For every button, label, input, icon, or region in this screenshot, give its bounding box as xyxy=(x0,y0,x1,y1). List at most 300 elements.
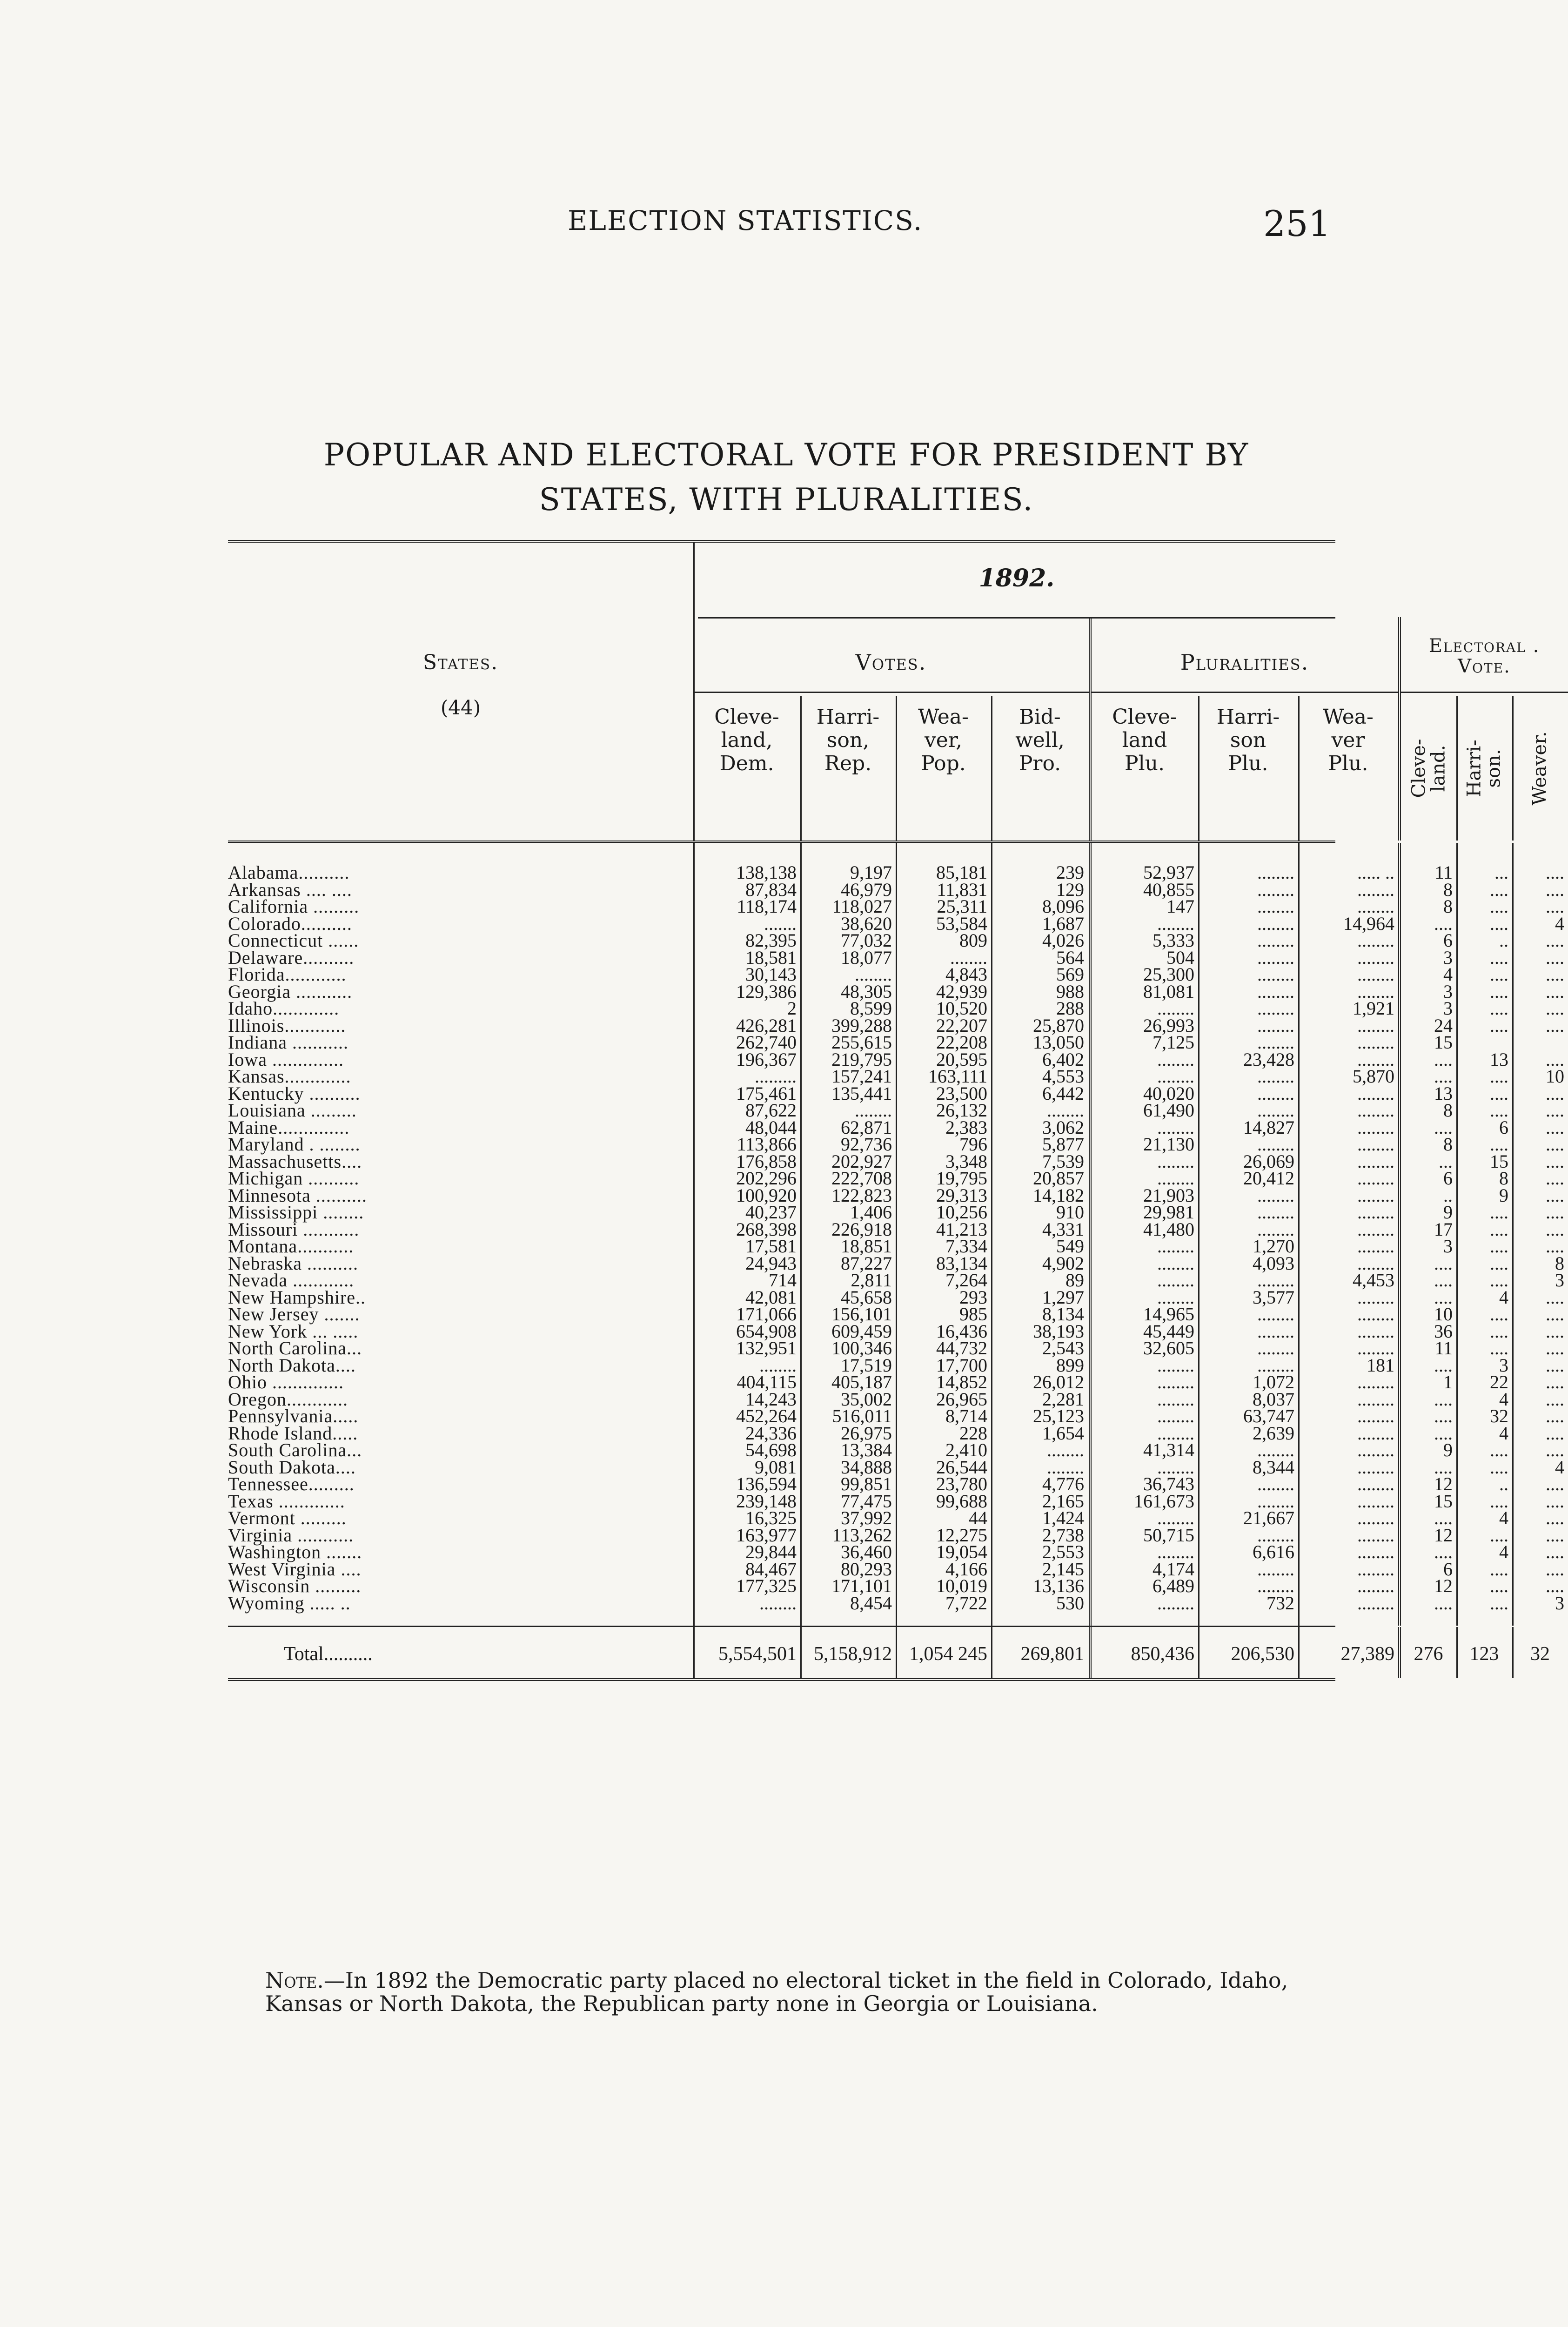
cell-ev-harrison: 4 xyxy=(1499,1507,1508,1528)
cell-votes-weaver: 11,831 xyxy=(937,879,987,900)
total-row xyxy=(228,1626,1550,1681)
cell-plu-cleveland: ........ xyxy=(1157,1507,1194,1528)
cell-plu-cleveland: 21,130 xyxy=(1143,1134,1194,1155)
cell-ev-weaver: 3 xyxy=(1555,1592,1564,1614)
state-name: Tennessee......... xyxy=(228,1473,355,1494)
cell-ev-weaver: .... xyxy=(1546,947,1564,968)
cell-ev-cleveland: .... xyxy=(1434,1541,1453,1562)
cell-votes-weaver: 22,207 xyxy=(936,1015,987,1036)
cell-plu-cleveland: 26,993 xyxy=(1143,1015,1194,1036)
cell-ev-cleveland: .... xyxy=(1434,1422,1453,1444)
col-ev-harrison: Harri- son. xyxy=(1464,740,1505,797)
votes-group-heading: Votes. xyxy=(855,650,927,675)
cell-votes-harrison: 2,811 xyxy=(851,1270,892,1291)
cell-votes-cleveland: 82,395 xyxy=(745,930,797,951)
cell-votes-harrison: 77,032 xyxy=(841,930,892,951)
cell-plu-harrison: 6,616 xyxy=(1253,1541,1294,1562)
cell-votes-weaver: 8,714 xyxy=(945,1406,987,1426)
cell-plu-cleveland: ........ xyxy=(1157,1252,1194,1274)
cell-votes-weaver: 163,111 xyxy=(928,1066,987,1087)
cell-ev-weaver: .... xyxy=(1546,930,1564,951)
cell-votes-cleveland: 84,467 xyxy=(745,1558,797,1580)
cell-votes-bidwell: 899 xyxy=(1056,1354,1084,1376)
cell-plu-weaver: ........ xyxy=(1357,1015,1394,1036)
cell-votes-weaver: 25,311 xyxy=(937,896,987,917)
cell-votes-cleveland: ........ xyxy=(759,1592,797,1614)
cell-votes-harrison: 405,187 xyxy=(831,1372,892,1392)
cell-plu-weaver: ........ xyxy=(1357,1541,1394,1562)
table-body xyxy=(228,843,1564,1626)
cell-plu-harrison: ........ xyxy=(1257,998,1294,1019)
cell-votes-harrison: 1,406 xyxy=(850,1202,892,1223)
cell-ev-harrison: 4 xyxy=(1499,1388,1508,1410)
state-name: Arkansas .... .... xyxy=(228,879,352,900)
cell-ev-cleveland: 8 xyxy=(1443,1100,1453,1121)
cell-ev-cleveland: .... xyxy=(1434,1406,1453,1426)
cell-ev-weaver: .... xyxy=(1546,1388,1564,1410)
cell-plu-cleveland: 36,743 xyxy=(1143,1473,1194,1494)
cell-votes-bidwell: 4,902 xyxy=(1042,1252,1084,1274)
total-plu-harrison: 206,530 xyxy=(1231,1643,1294,1665)
footnote xyxy=(265,1969,1340,2015)
cell-ev-harrison: 6 xyxy=(1499,1116,1508,1138)
cell-plu-cleveland: 50,715 xyxy=(1143,1524,1194,1546)
cell-plu-cleveland: 41,314 xyxy=(1143,1439,1194,1460)
cell-plu-harrison: 26,069 xyxy=(1243,1150,1294,1172)
cell-votes-bidwell: 530 xyxy=(1056,1592,1084,1614)
cell-votes-harrison: 38,620 xyxy=(841,913,892,934)
cell-ev-harrison: .... xyxy=(1490,1439,1508,1460)
cell-plu-cleveland: ........ xyxy=(1157,1150,1194,1172)
cell-votes-harrison: 118,027 xyxy=(832,896,892,917)
cell-votes-weaver: 4,166 xyxy=(945,1558,987,1580)
cell-plu-harrison: ........ xyxy=(1257,1558,1294,1580)
state-name: California ......... xyxy=(228,896,360,917)
cell-ev-weaver: .... xyxy=(1546,1202,1564,1223)
cell-votes-cleveland: 14,243 xyxy=(745,1388,797,1410)
cell-ev-harrison: ... xyxy=(1494,862,1508,883)
cell-votes-cleveland: 2 xyxy=(787,998,797,1019)
cell-ev-harrison: .... xyxy=(1490,879,1508,900)
cell-votes-weaver: 19,795 xyxy=(936,1168,987,1189)
cell-ev-cleveland: 3 xyxy=(1443,998,1453,1019)
cell-plu-harrison: ........ xyxy=(1257,879,1294,900)
cell-plu-weaver: ........ xyxy=(1357,1252,1394,1274)
cell-votes-cleveland: 129,386 xyxy=(736,981,797,1002)
cell-plu-cleveland: 4,174 xyxy=(1153,1558,1194,1580)
cell-votes-weaver: 2,383 xyxy=(945,1116,987,1138)
cell-votes-bidwell: 2,165 xyxy=(1042,1490,1084,1512)
states-heading: States. xyxy=(422,651,499,674)
cell-votes-cleveland: 177,325 xyxy=(736,1575,797,1596)
cell-plu-weaver: ........ xyxy=(1357,1286,1394,1308)
cell-ev-harrison: .... xyxy=(1490,1592,1508,1614)
state-name: Connecticut ...... xyxy=(228,930,359,951)
cell-votes-weaver: 796 xyxy=(959,1134,987,1155)
cell-votes-weaver: 83,134 xyxy=(936,1252,987,1274)
state-name: Iowa .............. xyxy=(228,1049,344,1070)
state-name: Texas ............. xyxy=(228,1490,345,1512)
cell-ev-cleveland: .... xyxy=(1434,1252,1453,1274)
cell-plu-cleveland: ........ xyxy=(1157,1236,1194,1257)
page-number: 251 xyxy=(1263,203,1331,244)
state-name: Oregon............ xyxy=(228,1388,348,1410)
cell-ev-harrison: .. xyxy=(1499,930,1508,951)
state-name: Kansas............. xyxy=(228,1066,351,1087)
cell-ev-weaver: .... xyxy=(1546,1490,1564,1512)
cell-plu-cleveland: ........ xyxy=(1157,1049,1194,1070)
cell-votes-bidwell: 4,553 xyxy=(1042,1066,1084,1087)
cell-ev-harrison: .... xyxy=(1490,1252,1508,1274)
cell-plu-harrison: 63,747 xyxy=(1243,1406,1294,1426)
cell-votes-cleveland: 202,296 xyxy=(736,1168,797,1189)
cell-plu-weaver: ........ xyxy=(1357,1049,1394,1070)
cell-plu-harrison: ........ xyxy=(1257,862,1294,883)
cell-ev-cleveland: 6 xyxy=(1443,1558,1453,1580)
cell-ev-harrison: 15 xyxy=(1490,1150,1508,1172)
state-name: Louisiana ......... xyxy=(228,1100,357,1121)
cell-ev-harrison: .... xyxy=(1490,1134,1508,1155)
cell-votes-harrison: 516,011 xyxy=(832,1406,892,1426)
cell-plu-weaver: ........ xyxy=(1357,1236,1394,1257)
cell-plu-harrison: ........ xyxy=(1257,1083,1294,1104)
cell-votes-weaver: 14,852 xyxy=(936,1372,987,1392)
cell-votes-cleveland: 48,044 xyxy=(745,1116,797,1138)
cell-votes-cleveland: 100,920 xyxy=(736,1184,797,1206)
cell-plu-harrison: ........ xyxy=(1257,1354,1294,1376)
cell-ev-weaver: .... xyxy=(1546,1236,1564,1257)
cell-plu-cleveland: 5,333 xyxy=(1153,930,1194,951)
footnote-text: —In 1892 the Democratic party placed no electoral ticket in the field in Colorado, Idaho, Kansas or North Dakota, the Republican party none in Georgia or Louisiana. xyxy=(265,1968,1288,2016)
cell-plu-weaver: ........ xyxy=(1357,1218,1394,1240)
cell-plu-weaver: 1,921 xyxy=(1353,998,1394,1019)
cell-ev-cleveland: .... xyxy=(1434,1116,1453,1138)
cell-plu-cleveland: ........ xyxy=(1157,998,1194,1019)
cell-votes-cleveland: ........ xyxy=(759,1354,797,1376)
cell-ev-harrison: 32 xyxy=(1490,1406,1508,1426)
cell-ev-harrison: .... xyxy=(1490,896,1508,917)
cell-ev-weaver: .... xyxy=(1546,1320,1564,1342)
cell-votes-cleveland: 24,943 xyxy=(745,1252,797,1274)
cell-votes-weaver: 293 xyxy=(959,1286,987,1308)
cell-plu-weaver: ........ xyxy=(1357,1083,1394,1104)
cell-ev-weaver: .... xyxy=(1546,1473,1564,1494)
cell-ev-weaver: 3 xyxy=(1555,1270,1564,1291)
cell-ev-cleveland: 11 xyxy=(1434,1338,1453,1359)
cell-ev-harrison: 4 xyxy=(1499,1286,1508,1308)
cell-plu-harrison: ........ xyxy=(1257,1066,1294,1087)
cell-plu-weaver: ........ xyxy=(1357,964,1394,985)
cell-plu-harrison: ........ xyxy=(1257,930,1294,951)
cell-votes-harrison: 18,851 xyxy=(841,1236,892,1257)
cell-ev-harrison: .... xyxy=(1490,1236,1508,1257)
cell-plu-cleveland: ........ xyxy=(1157,1456,1194,1478)
cell-ev-harrison: .... xyxy=(1490,1015,1508,1036)
cell-votes-harrison: 45,658 xyxy=(841,1286,892,1308)
cell-ev-weaver: 10 xyxy=(1546,1066,1564,1087)
cell-votes-harrison: 122,823 xyxy=(831,1184,892,1206)
cell-plu-cleveland: ........ xyxy=(1157,1592,1194,1614)
cell-votes-harrison: 219,795 xyxy=(831,1049,892,1070)
state-name: Alabama.......... xyxy=(228,862,350,883)
state-name: Delaware.......... xyxy=(228,947,355,968)
col-ev-weaver: Weaver. xyxy=(1529,731,1551,806)
cell-plu-weaver: ........ xyxy=(1357,1168,1394,1189)
cell-votes-bidwell: 4,026 xyxy=(1042,930,1084,951)
cell-ev-weaver: .... xyxy=(1546,1218,1564,1240)
cell-votes-harrison: 135,441 xyxy=(831,1083,892,1104)
table-row xyxy=(228,1592,1564,1614)
cell-votes-cleveland: 176,858 xyxy=(736,1150,797,1172)
cell-votes-weaver: 3,348 xyxy=(945,1150,987,1172)
cell-ev-cleveland: 8 xyxy=(1443,1134,1453,1155)
cell-votes-cleveland: 54,698 xyxy=(745,1439,797,1460)
cell-votes-harrison: 37,992 xyxy=(841,1507,892,1528)
cell-votes-harrison: 18,077 xyxy=(841,947,892,968)
cell-plu-cleveland: 32,605 xyxy=(1143,1338,1194,1359)
cell-plu-harrison: 3,577 xyxy=(1253,1286,1294,1308)
cell-plu-cleveland: ........ xyxy=(1157,1372,1194,1392)
cell-plu-cleveland: 147 xyxy=(1166,896,1194,917)
cell-votes-harrison: 48,305 xyxy=(841,981,892,1002)
cell-votes-weaver: 26,965 xyxy=(936,1388,987,1410)
cell-votes-bidwell: 4,776 xyxy=(1042,1473,1084,1494)
cell-plu-weaver: ........ xyxy=(1357,1116,1394,1138)
cell-ev-weaver: .... xyxy=(1546,1507,1564,1528)
col-votes-bidwell: Bid- well, Pro. xyxy=(1015,705,1065,775)
cell-votes-cleveland: 24,336 xyxy=(745,1422,797,1444)
cell-plu-harrison: 1,270 xyxy=(1253,1236,1294,1257)
cell-votes-cleveland: 136,594 xyxy=(736,1473,797,1494)
cell-ev-harrison: 22 xyxy=(1490,1372,1508,1392)
col-votes-weaver: Wea- ver, Pop. xyxy=(918,705,969,775)
cell-votes-bidwell: 2,145 xyxy=(1042,1558,1084,1580)
total-ev-harrison: 123 xyxy=(1469,1643,1499,1665)
cell-ev-weaver: 8 xyxy=(1555,1252,1564,1274)
cell-plu-weaver: ........ xyxy=(1357,1558,1394,1580)
cell-ev-harrison: .... xyxy=(1490,1066,1508,1087)
title-line-2: STATES, WITH PLURALITIES. xyxy=(539,482,1034,518)
cell-plu-harrison: ........ xyxy=(1257,1524,1294,1546)
cell-plu-weaver: ........ xyxy=(1357,1100,1394,1121)
cell-ev-harrison: .... xyxy=(1490,1490,1508,1512)
cell-ev-cleveland: .... xyxy=(1434,1507,1453,1528)
cell-ev-weaver: .... xyxy=(1546,879,1564,900)
cell-plu-cleveland: 41,480 xyxy=(1143,1218,1194,1240)
cell-plu-weaver: ........ xyxy=(1357,1406,1394,1426)
cell-ev-harrison: .... xyxy=(1490,1218,1508,1240)
cell-ev-weaver: .... xyxy=(1546,1524,1564,1546)
cell-ev-cleveland: 9 xyxy=(1443,1439,1453,1460)
cell-votes-harrison: 399,288 xyxy=(831,1015,892,1036)
cell-votes-bidwell: 25,870 xyxy=(1033,1015,1084,1036)
cell-plu-weaver: ........ xyxy=(1357,1304,1394,1325)
cell-ev-weaver: .... xyxy=(1546,1134,1564,1155)
cell-votes-harrison: 36,460 xyxy=(841,1541,892,1562)
cell-ev-cleveland: 11 xyxy=(1434,862,1453,883)
cell-ev-cleveland: .... xyxy=(1434,1049,1453,1070)
cell-votes-weaver: 17,700 xyxy=(936,1354,987,1376)
title-line-1: POPULAR AND ELECTORAL VOTE FOR PRESIDENT BY xyxy=(323,437,1249,473)
state-name: Colorado.......... xyxy=(228,913,352,934)
cell-votes-bidwell: 25,123 xyxy=(1033,1406,1084,1426)
cell-ev-harrison: .... xyxy=(1490,1270,1508,1291)
total-votes-bidwell: 269,801 xyxy=(1020,1643,1084,1665)
cell-plu-cleveland: ........ xyxy=(1157,1270,1194,1291)
cell-ev-cleveland: 12 xyxy=(1434,1575,1453,1596)
cell-votes-harrison: 46,979 xyxy=(841,879,892,900)
cell-votes-harrison: 8,599 xyxy=(850,998,892,1019)
state-name: New York ... ..... xyxy=(228,1320,359,1342)
state-name: Maine.............. xyxy=(228,1116,350,1138)
running-title: ELECTION STATISTICS. xyxy=(568,205,923,236)
state-name: West Virginia .... xyxy=(228,1558,362,1580)
cell-ev-cleveland: .... xyxy=(1434,1456,1453,1478)
cell-votes-cleveland: 40,237 xyxy=(745,1202,797,1223)
cell-votes-bidwell: 13,050 xyxy=(1033,1032,1084,1053)
cell-plu-harrison: 14,827 xyxy=(1243,1116,1294,1138)
state-name: Illinois............ xyxy=(228,1015,346,1036)
cell-votes-weaver: 985 xyxy=(959,1304,987,1325)
cell-votes-bidwell: 89 xyxy=(1065,1270,1084,1291)
cell-votes-bidwell: 6,442 xyxy=(1042,1083,1084,1104)
cell-votes-cleveland: 30,143 xyxy=(745,964,797,985)
cell-plu-cleveland: ........ xyxy=(1157,913,1194,934)
cell-plu-cleveland: 40,020 xyxy=(1143,1083,1194,1104)
cell-votes-cleveland: 17,581 xyxy=(745,1236,797,1257)
cell-plu-harrison: ........ xyxy=(1257,981,1294,1002)
state-name: Virginia ........... xyxy=(228,1524,354,1546)
cell-votes-bidwell: 129 xyxy=(1056,879,1084,900)
cell-plu-weaver: ........ xyxy=(1357,1388,1394,1410)
cell-votes-harrison: 156,101 xyxy=(831,1304,892,1325)
cell-votes-bidwell: 14,182 xyxy=(1033,1184,1084,1206)
cell-ev-weaver: .... xyxy=(1546,1100,1564,1121)
cell-votes-cleveland: 714 xyxy=(769,1270,797,1291)
cell-votes-harrison: 92,736 xyxy=(841,1134,892,1155)
cell-votes-weaver: 23,500 xyxy=(936,1083,987,1104)
cell-ev-cleveland: ... xyxy=(1439,1150,1453,1172)
cell-votes-bidwell: 5,877 xyxy=(1042,1134,1084,1155)
page-title xyxy=(223,433,1349,522)
cell-votes-weaver: 16,436 xyxy=(936,1320,987,1342)
cell-votes-cleveland: 87,622 xyxy=(745,1100,797,1121)
cell-votes-bidwell: 988 xyxy=(1056,981,1084,1002)
cell-plu-cleveland: 21,903 xyxy=(1143,1184,1194,1206)
cell-ev-harrison: .... xyxy=(1490,1338,1508,1359)
cell-ev-harrison: .... xyxy=(1490,1202,1508,1223)
cell-ev-cleveland: .. xyxy=(1443,1184,1453,1206)
cell-ev-cleveland: .... xyxy=(1434,1354,1453,1376)
state-name: Ohio .............. xyxy=(228,1372,344,1392)
cell-ev-weaver: .... xyxy=(1546,998,1564,1019)
cell-votes-weaver: 12,275 xyxy=(936,1524,987,1546)
electoral-group-rule xyxy=(1400,692,1568,693)
cell-plu-weaver: ........ xyxy=(1357,1134,1394,1155)
cell-plu-cleveland: ........ xyxy=(1157,1388,1194,1410)
cell-plu-weaver: 5,870 xyxy=(1353,1066,1394,1087)
cell-votes-harrison: 222,708 xyxy=(831,1168,892,1189)
cell-ev-weaver: .... xyxy=(1546,1304,1564,1325)
cell-plu-cleveland: 161,673 xyxy=(1134,1490,1194,1512)
state-name: Montana........... xyxy=(228,1236,354,1257)
cell-plu-cleveland: 61,490 xyxy=(1143,1100,1194,1121)
cell-votes-weaver: 7,264 xyxy=(945,1270,987,1291)
cell-plu-weaver: 14,964 xyxy=(1343,913,1394,934)
cell-plu-cleveland: ........ xyxy=(1157,1541,1194,1562)
cell-ev-weaver: .... xyxy=(1546,1406,1564,1426)
cell-votes-weaver: 20,595 xyxy=(936,1049,987,1070)
state-name: Mississippi ........ xyxy=(228,1202,364,1223)
cell-votes-cleveland: 404,115 xyxy=(737,1372,797,1392)
cell-votes-weaver: 7,334 xyxy=(945,1236,987,1257)
cell-ev-weaver: .... xyxy=(1546,1354,1564,1376)
cell-plu-harrison: ........ xyxy=(1257,1320,1294,1342)
cell-plu-cleveland: ........ xyxy=(1157,1354,1194,1376)
cell-plu-weaver: ........ xyxy=(1357,879,1394,900)
cell-plu-harrison: ........ xyxy=(1257,1575,1294,1596)
cell-votes-harrison: 226,918 xyxy=(831,1218,892,1240)
cell-votes-weaver: 2,410 xyxy=(945,1439,987,1460)
cell-ev-harrison: .... xyxy=(1490,1304,1508,1325)
cell-plu-harrison: ........ xyxy=(1257,1015,1294,1036)
cell-votes-bidwell: 1,654 xyxy=(1042,1422,1084,1444)
state-name: Maryland . ........ xyxy=(228,1134,361,1155)
cell-ev-weaver: .... xyxy=(1546,1184,1564,1206)
total-votes-weaver: 1,054 245 xyxy=(909,1643,987,1665)
cell-plu-harrison: 8,344 xyxy=(1253,1456,1294,1478)
state-name: Florida............ xyxy=(228,964,347,985)
cell-votes-bidwell: 4,331 xyxy=(1042,1218,1084,1240)
cell-votes-weaver: 41,213 xyxy=(936,1218,987,1240)
cell-plu-harrison: ........ xyxy=(1257,1270,1294,1291)
cell-plu-harrison: ........ xyxy=(1257,1473,1294,1494)
cell-plu-cleveland: 6,489 xyxy=(1153,1575,1194,1596)
cell-votes-cleveland: 171,066 xyxy=(736,1304,797,1325)
cell-plu-cleveland: 40,855 xyxy=(1143,879,1194,900)
cell-votes-weaver: 85,181 xyxy=(936,862,987,883)
cell-votes-bidwell: 8,096 xyxy=(1042,896,1084,917)
cell-votes-bidwell: 2,281 xyxy=(1042,1388,1084,1410)
cell-votes-harrison: 609,459 xyxy=(831,1320,892,1342)
state-name: North Dakota.... xyxy=(228,1354,356,1376)
cell-votes-harrison: 34,888 xyxy=(841,1456,892,1478)
cell-votes-bidwell: 2,553 xyxy=(1042,1541,1084,1562)
state-name: Idaho............. xyxy=(228,998,340,1019)
cell-votes-cleveland: 654,908 xyxy=(736,1320,797,1342)
cell-plu-weaver: ........ xyxy=(1357,1372,1394,1392)
state-name: Missouri ........... xyxy=(228,1218,360,1240)
cell-ev-weaver: .... xyxy=(1546,1558,1564,1580)
cell-ev-weaver: .... xyxy=(1546,1338,1564,1359)
cell-votes-bidwell: 288 xyxy=(1056,998,1084,1019)
cell-plu-cleveland: ........ xyxy=(1157,1406,1194,1426)
cell-plu-weaver: ........ xyxy=(1357,1456,1394,1478)
cell-ev-weaver: .... xyxy=(1546,896,1564,917)
cell-votes-harrison: 100,346 xyxy=(831,1338,892,1359)
cell-plu-harrison: ........ xyxy=(1257,1439,1294,1460)
cell-plu-harrison: ........ xyxy=(1257,1304,1294,1325)
cell-ev-harrison: 8 xyxy=(1499,1168,1508,1189)
state-name: Nevada ............ xyxy=(228,1270,355,1291)
cell-plu-weaver: ........ xyxy=(1357,1150,1394,1172)
cell-plu-weaver: ........ xyxy=(1357,1184,1394,1206)
cell-ev-cleveland: 17 xyxy=(1434,1218,1453,1240)
cell-plu-harrison: 732 xyxy=(1266,1592,1294,1614)
cell-ev-cleveland: 8 xyxy=(1443,896,1453,917)
cell-votes-cleveland: 426,281 xyxy=(736,1015,797,1036)
cell-plu-weaver: ........ xyxy=(1357,1507,1394,1528)
